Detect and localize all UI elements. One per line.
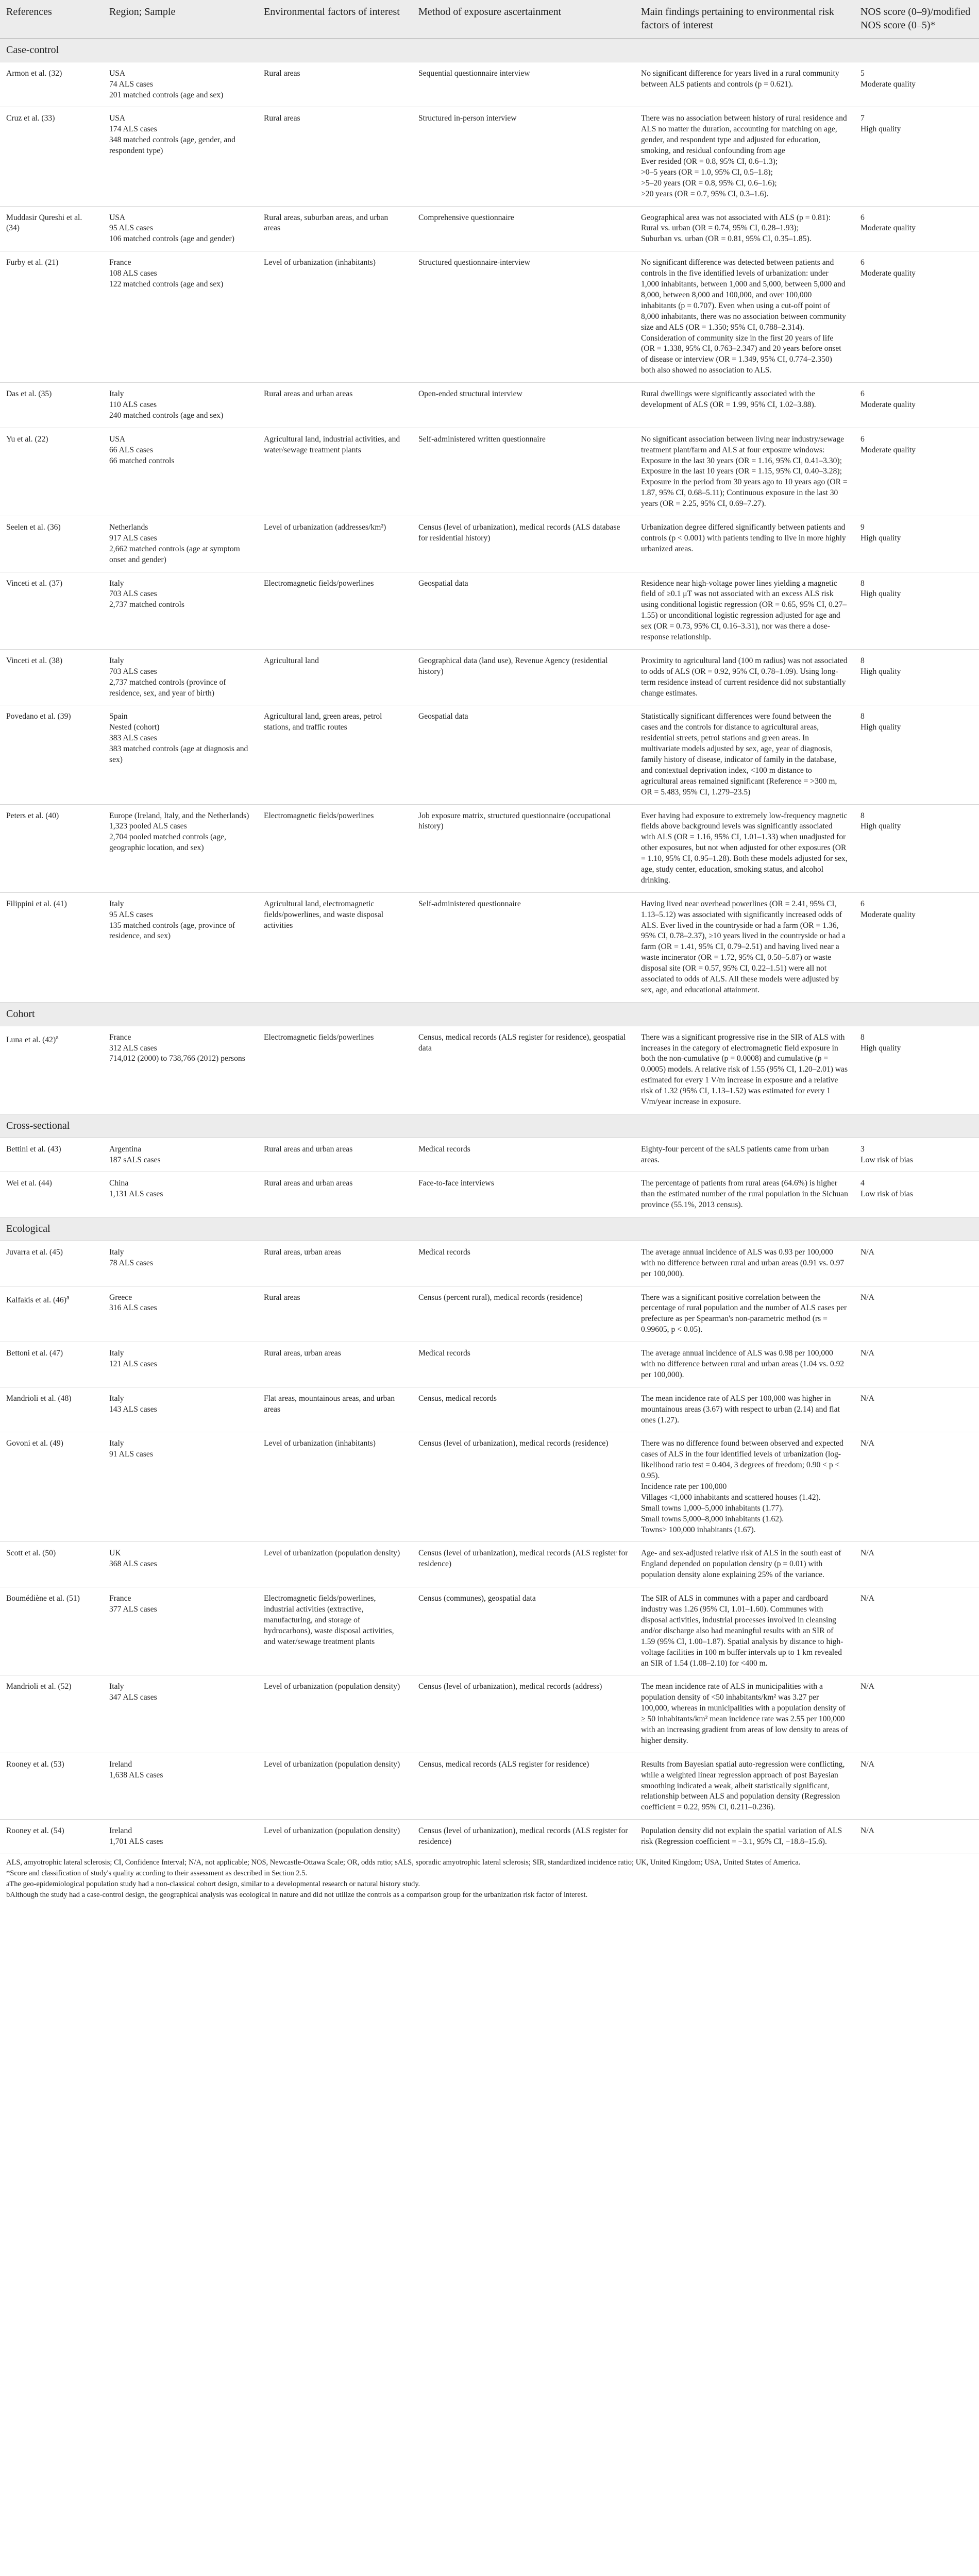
nos-score-cell: 6 Moderate quality: [854, 428, 979, 516]
environmental-factor-cell: Level of urbanization (inhabitants): [258, 251, 412, 383]
citation-link[interactable]: (39): [57, 712, 71, 721]
reference-author: Muddasir Qureshi et al.: [6, 213, 82, 222]
citation-link[interactable]: (44): [38, 1179, 52, 1188]
reference-author: Vinceti et al.: [6, 656, 47, 665]
section-row: [0, 1217, 979, 1241]
table-row: [0, 1172, 979, 1217]
nos-score-cell: 6 Moderate quality: [854, 383, 979, 428]
method-cell: Medical records: [412, 1138, 635, 1172]
citation-link[interactable]: (40): [45, 811, 59, 820]
method-cell: Medical records: [412, 1342, 635, 1387]
environmental-factor-cell: Rural areas and urban areas: [258, 383, 412, 428]
nos-score-cell: 8 High quality: [854, 705, 979, 804]
citation-link[interactable]: (46): [53, 1295, 66, 1304]
region-sample-cell: Europe (Ireland, Italy, and the Netherlands) 1,323 pooled ALS cases 2,704 pooled matched controls (age, geographic location, and sex): [103, 804, 258, 892]
findings-cell: Geographical area was not associated with ALS (p = 0.81): Rural vs. urban (OR = 0.74, 95% CI, 0.28–1.93); Suburban vs. urban (OR = 0.81, 95% CI, 0.35–1.85).: [635, 206, 854, 251]
nos-score-cell: 5 Moderate quality: [854, 62, 979, 107]
method-cell: Census (level of urbanization), medical records (ALS database for residential history): [412, 516, 635, 572]
findings-cell: Eighty-four percent of the sALS patients came from urban areas.: [635, 1138, 854, 1172]
region-sample-cell: Italy 91 ALS cases: [103, 1432, 258, 1542]
nos-score-cell: 6 Moderate quality: [854, 251, 979, 383]
method-cell: Census (level of urbanization), medical records (address): [412, 1675, 635, 1753]
reference-author: Cruz et al.: [6, 114, 40, 123]
reference-cell: [0, 1172, 103, 1217]
reference-cell: [0, 705, 103, 804]
region-sample-cell: Netherlands 917 ALS cases 2,662 matched controls (age at symptom onset and gender): [103, 516, 258, 572]
reference-footnote-marker: a: [56, 1032, 59, 1041]
reference-cell: [0, 107, 103, 206]
table-row: [0, 1342, 979, 1387]
header-region-sample: Region; Sample: [103, 0, 258, 39]
reference-author: Bettoni et al.: [6, 1349, 48, 1358]
reference-cell: [0, 62, 103, 107]
nos-score-cell: N/A: [854, 1675, 979, 1753]
citation-link[interactable]: (54): [50, 1826, 64, 1836]
reference-author: Bettini et al.: [6, 1144, 46, 1154]
region-sample-cell: USA 95 ALS cases 106 matched controls (age and gender): [103, 206, 258, 251]
section-row: [0, 1114, 979, 1138]
findings-cell: Rural dwellings were significantly associated with the development of ALS (OR = 1.99, 95% CI, 1.02–3.88).: [635, 383, 854, 428]
table-row: [0, 1387, 979, 1432]
table-body: [0, 39, 979, 1854]
citation-link[interactable]: (37): [49, 579, 63, 588]
footnote-score: *Score and classification of study's quality according to their assessment as described in Section 2.5.: [6, 1869, 308, 1877]
findings-cell: Age- and sex-adjusted relative risk of ALS in the south east of England depended on population density (p = 0.01) with population density alone explaining 25% of the variance.: [635, 1542, 854, 1587]
reference-cell: [0, 1241, 103, 1286]
reference-author: Luna et al.: [6, 1035, 41, 1044]
method-cell: Census, medical records (ALS register for residence): [412, 1753, 635, 1819]
citation-link[interactable]: (21): [45, 258, 59, 267]
citation-link[interactable]: (52): [58, 1682, 72, 1691]
header-nos-score: NOS score (0–9)/modified NOS score (0–5)*: [854, 0, 979, 39]
method-cell: Structured in-person interview: [412, 107, 635, 206]
reference-cell: [0, 804, 103, 892]
table-row: [0, 428, 979, 516]
citation-link[interactable]: (32): [48, 69, 62, 78]
citation-link[interactable]: (33): [41, 114, 55, 123]
region-sample-cell: Greece 316 ALS cases: [103, 1286, 258, 1342]
nos-score-cell: 8 High quality: [854, 649, 979, 705]
reference-cell: [0, 572, 103, 649]
reference-cell: [0, 1387, 103, 1432]
region-sample-cell: Italy 121 ALS cases: [103, 1342, 258, 1387]
citation-link[interactable]: (35): [38, 389, 52, 399]
reference-author: Kalfakis et al.: [6, 1295, 52, 1304]
section-row: [0, 39, 979, 62]
reference-cell: [0, 1342, 103, 1387]
region-sample-cell: Argentina 187 sALS cases: [103, 1138, 258, 1172]
findings-cell: There was a significant positive correlation between the percentage of rural population and the number of ALS cases per prefecture as per Spearman's non-parametric method (rs = 0.99605, p < 0.05).: [635, 1286, 854, 1342]
table-row: [0, 1138, 979, 1172]
reference-author: Furby et al.: [6, 258, 43, 267]
table-row: [0, 1432, 979, 1542]
method-cell: Comprehensive questionnaire: [412, 206, 635, 251]
findings-cell: The percentage of patients from rural areas (64.6%) is higher than the estimated number of the rural population in the Sichuan province (55.1%, 2013 census).: [635, 1172, 854, 1217]
table-row: [0, 705, 979, 804]
citation-link[interactable]: (42): [42, 1035, 56, 1044]
citation-link[interactable]: (53): [50, 1759, 64, 1769]
table-row: [0, 1241, 979, 1286]
reference-author: Mandrioli et al.: [6, 1682, 56, 1691]
reference-cell: [0, 1820, 103, 1854]
citation-link[interactable]: (36): [47, 522, 61, 532]
reference-author: Povedano et al.: [6, 712, 56, 721]
citation-link[interactable]: (43): [47, 1144, 61, 1154]
reference-cell: [0, 1587, 103, 1675]
environmental-factor-cell: Rural areas and urban areas: [258, 1172, 412, 1217]
region-sample-cell: France 377 ALS cases: [103, 1587, 258, 1675]
nos-score-cell: N/A: [854, 1753, 979, 1819]
reference-author: Filippini et al.: [6, 899, 52, 908]
findings-cell: No significant association between living near industry/sewage treatment plant/farm and ALS at four exposure windows: Exposure in the last 30 years (OR = 1.16, 95% CI, 0.41–3.30); Exposure in the last 10 years (OR = 1.15, 95% CI, 0.40–3.28); Exposure in the period from 30 years ago to 10 years ago (OR = 1.87, 95% CI, 0.68–5.11); Continuous exposure in the last 30 years (OR = 2.25, 95% CI, 0.69–7.27).: [635, 428, 854, 516]
findings-cell: The average annual incidence of ALS was 0.93 per 100,000 with no difference between rural and urban areas (0.91 vs. 0.97 per 100,000).: [635, 1241, 854, 1286]
nos-score-cell: N/A: [854, 1432, 979, 1542]
nos-score-cell: N/A: [854, 1342, 979, 1387]
method-cell: Medical records: [412, 1241, 635, 1286]
table-row: [0, 1542, 979, 1587]
environmental-factor-cell: Agricultural land: [258, 649, 412, 705]
reference-author: Rooney et al.: [6, 1759, 49, 1769]
region-sample-cell: Ireland 1,701 ALS cases: [103, 1820, 258, 1854]
environmental-factor-cell: Rural areas, urban areas: [258, 1241, 412, 1286]
reference-cell: [0, 1753, 103, 1819]
reference-cell: [0, 206, 103, 251]
nos-score-cell: 7 High quality: [854, 107, 979, 206]
environmental-factor-cell: Electromagnetic fields/powerlines, industrial activities (extractive, manufacturing, and storage of hydrocarbons), waste disposal activities, and water/sewage treatment plants: [258, 1587, 412, 1675]
nos-score-cell: N/A: [854, 1587, 979, 1675]
findings-cell: There was a significant progressive rise in the SIR of ALS with increases in the category of electromagnetic field exposure in both the non-cumulative (p = 0.0008) and cumulative (p = 0.0005) models. A relative risk of 1.55 (95% CI, 1.20–2.01) was estimated for every 1 V/m increase in exposure and a relative risk of 1.32 (95% CI, 1.13–1.52) was estimated for every 1 V/m/year increase in exposure.: [635, 1026, 854, 1114]
reference-cell: [0, 1026, 103, 1114]
method-cell: Geospatial data: [412, 705, 635, 804]
environmental-factor-cell: Electromagnetic fields/powerlines: [258, 572, 412, 649]
nos-score-cell: 4 Low risk of bias: [854, 1172, 979, 1217]
section-title: Cross-sectional: [0, 1114, 979, 1138]
reference-cell: [0, 428, 103, 516]
footnote-b: bAlthough the study had a case-control design, the geographical analysis was ecological in nature and did not utilize the controls as a comparison group for the urbanization risk factor of interest.: [6, 1891, 588, 1900]
nos-score-cell: 3 Low risk of bias: [854, 1138, 979, 1172]
method-cell: Sequential questionnaire interview: [412, 62, 635, 107]
findings-cell: The mean incidence rate of ALS in municipalities with a population density of <50 inhabitants/km² was 3.27 per 100,000, whereas in municipalities with a population density of ≥ 50 inhabitants/km² mean incidence rate was 2.55 per 100,000 with an increasing gradient from areas of low density to areas of higher density.: [635, 1675, 854, 1753]
region-sample-cell: Spain Nested (cohort) 383 ALS cases 383 matched controls (age at diagnosis and sex): [103, 705, 258, 804]
nos-score-cell: 6 Moderate quality: [854, 206, 979, 251]
region-sample-cell: Italy 95 ALS cases 135 matched controls (age, province of residence, and sex): [103, 892, 258, 1002]
section-title: Cohort: [0, 1002, 979, 1026]
nos-score-cell: N/A: [854, 1542, 979, 1587]
reference-author: Scott et al.: [6, 1549, 41, 1558]
table-row: [0, 62, 979, 107]
reference-author: Rooney et al.: [6, 1826, 49, 1836]
table-row: [0, 107, 979, 206]
reference-author: Boumédiène et al.: [6, 1594, 65, 1603]
method-cell: Structured questionnaire-interview: [412, 251, 635, 383]
table-row: [0, 383, 979, 428]
table-row: [0, 804, 979, 892]
region-sample-cell: Italy 347 ALS cases: [103, 1675, 258, 1753]
findings-cell: Statistically significant differences were found between the cases and the controls for distance to agricultural areas, residential streets, petrol stations and green areas. In multivariate models adjusted by sex, age, year of diagnosis, family history of disease, indicator of family in the database, and contextual deprivation index, <100 m distance to agricultural areas remained significant (Reference = >300 m, OR = 5.483, 95% CI, 1.279–23.5): [635, 705, 854, 804]
nos-score-cell: N/A: [854, 1286, 979, 1342]
region-sample-cell: USA 74 ALS cases 201 matched controls (age and sex): [103, 62, 258, 107]
citation-link[interactable]: (49): [49, 1439, 63, 1448]
method-cell: Census, medical records (ALS register for residence), geospatial data: [412, 1026, 635, 1114]
citation-link[interactable]: (47): [49, 1349, 63, 1358]
table-row: [0, 649, 979, 705]
citation-link[interactable]: (41): [53, 899, 67, 908]
citation-link[interactable]: (48): [58, 1394, 72, 1403]
citation-link[interactable]: (38): [49, 656, 63, 665]
reference-author: Wei et al.: [6, 1179, 37, 1188]
citation-link[interactable]: (22): [35, 434, 48, 444]
table-row: [0, 1753, 979, 1819]
reference-author: Peters et al.: [6, 811, 44, 820]
header-environmental-factors: Environmental factors of interest: [258, 0, 412, 39]
findings-cell: The mean incidence rate of ALS per 100,000 was higher in mountainous areas (3.67) with respect to urban (2.14) and flat ones (1.27).: [635, 1387, 854, 1432]
method-cell: Geospatial data: [412, 572, 635, 649]
reference-author: Armon et al.: [6, 69, 47, 78]
region-sample-cell: France 108 ALS cases 122 matched controls (age and sex): [103, 251, 258, 383]
method-cell: Job exposure matrix, structured questionnaire (occupational history): [412, 804, 635, 892]
nos-score-cell: N/A: [854, 1387, 979, 1432]
region-sample-cell: Ireland 1,638 ALS cases: [103, 1753, 258, 1819]
environmental-factor-cell: Electromagnetic fields/powerlines: [258, 804, 412, 892]
table-row: [0, 1675, 979, 1753]
region-sample-cell: UK 368 ALS cases: [103, 1542, 258, 1587]
findings-cell: No significant difference for years lived in a rural community between ALS patients and controls (p = 0.621).: [635, 62, 854, 107]
reference-author: Das et al.: [6, 389, 37, 399]
environmental-factor-cell: Rural areas, suburban areas, and urban areas: [258, 206, 412, 251]
region-sample-cell: USA 66 ALS cases 66 matched controls: [103, 428, 258, 516]
environmental-factor-cell: Level of urbanization (addresses/km²): [258, 516, 412, 572]
reference-cell: [0, 649, 103, 705]
footnote-abbreviations: ALS, amyotrophic lateral sclerosis; CI, Confidence Interval; N/A, not applicable; NOS, Newcastle-Ottawa Scale; OR, odds ratio; sALS, sporadic amyotrophic lateral sclerosis; SIR, standardized incidence ratio; UK, United Kingdom; USA, United States of America.: [6, 1858, 801, 1867]
reference-author: Seelen et al.: [6, 522, 45, 532]
header-references: References: [0, 0, 103, 39]
environmental-factor-cell: Level of urbanization (inhabitants): [258, 1432, 412, 1542]
reference-cell: [0, 1138, 103, 1172]
region-sample-cell: Italy 703 ALS cases 2,737 matched controls (province of residence, sex, and year of birth): [103, 649, 258, 705]
citation-link[interactable]: (45): [49, 1247, 63, 1257]
table-row: [0, 572, 979, 649]
method-cell: Face-to-face interviews: [412, 1172, 635, 1217]
environmental-factor-cell: Flat areas, mountainous areas, and urban areas: [258, 1387, 412, 1432]
nos-score-cell: 6 Moderate quality: [854, 892, 979, 1002]
table-row: [0, 251, 979, 383]
nos-score-cell: N/A: [854, 1820, 979, 1854]
findings-cell: The SIR of ALS in communes with a paper and cardboard industry was 1.26 (95% CI, 1.01–1.60). Communes with disposal activities, industrial processes involved in cleansing and/or discharge also had meaningful results with an SIR of 1.59 (95% CI, 1.00–1.87). Spatial analysis by distance to high-voltage facilities in 100 m buffer intervals up to 1 km revealed an SIR of 1.54 (1.08–2.10) for <400 m.: [635, 1587, 854, 1675]
region-sample-cell: Italy 143 ALS cases: [103, 1387, 258, 1432]
table-row: [0, 1026, 979, 1114]
table-row: [0, 1820, 979, 1854]
reference-cell: [0, 1432, 103, 1542]
environmental-factor-cell: Rural areas and urban areas: [258, 1138, 412, 1172]
reference-author: Govoni et al.: [6, 1439, 48, 1448]
reference-author: Yu et al.: [6, 434, 33, 444]
method-cell: Census (communes), geospatial data: [412, 1587, 635, 1675]
citation-link[interactable]: (50): [42, 1549, 56, 1558]
environmental-factor-cell: Level of urbanization (population density): [258, 1675, 412, 1753]
environmental-factor-cell: Rural areas: [258, 1286, 412, 1342]
environmental-factor-cell: Level of urbanization (population density): [258, 1820, 412, 1854]
findings-cell: There was no association between history of rural residence and ALS no matter the duration, accounting for matching on age, gender, and respondent type and adjusted for education, smoking, and residual confounding from age Ever resided (OR = 0.8, 95% CI, 0.6–1.3); >0–5 years (OR = 1.0, 95% CI, 0.5–1.8); >5–20 years (OR = 0.8, 95% CI, 0.6–1.6); >20 years (OR = 0.7, 95% CI, 0.3–1.6).: [635, 107, 854, 206]
region-sample-cell: USA 174 ALS cases 348 matched controls (age, gender, and respondent type): [103, 107, 258, 206]
reference-cell: [0, 1286, 103, 1342]
section-title: Case-control: [0, 39, 979, 62]
table-row: [0, 1587, 979, 1675]
findings-cell: There was no difference found between observed and expected cases of ALS in the four identified levels of urbanization (log-likelihood ratio test = 0.404, 3 degrees of freedom; 0.90 < p < 0.95). Incidence rate per 100,000 Villages <1,000 inhabitants and scattered houses (1.42). Small towns 1,000–5,000 inhabitants (1.77). Small towns 5,000–8,000 inhabitants (1.62). Towns> 100,000 inhabitants (1.67).: [635, 1432, 854, 1542]
method-cell: Self-administered written questionnaire: [412, 428, 635, 516]
environmental-factor-cell: Rural areas: [258, 107, 412, 206]
method-cell: Census (level of urbanization), medical records (residence): [412, 1432, 635, 1542]
reference-cell: [0, 892, 103, 1002]
environmental-factor-cell: Agricultural land, green areas, petrol stations, and traffic routes: [258, 705, 412, 804]
region-sample-cell: Italy 110 ALS cases 240 matched controls (age and sex): [103, 383, 258, 428]
findings-cell: Residence near high-voltage power lines yielding a magnetic field of ≥0.1 μT was not associated with an excess ALS risk using conditional logistic regression (OR = 0.65, 95% CI, 0.27–1.55) or unconditional logistic regression adjusted for age and sex (OR = 0.73, 95% CI, 0.16–3.31), nor was there a dose-response relationship.: [635, 572, 854, 649]
reference-author: Mandrioli et al.: [6, 1394, 56, 1403]
footnote-a: aThe geo-epidemiological population study had a non-classical cohort design, similar to a developmental research or natural history study.: [6, 1880, 420, 1888]
nos-score-cell: 8 High quality: [854, 1026, 979, 1114]
table-row: [0, 1286, 979, 1342]
table-footnotes: [0, 1854, 979, 1901]
findings-cell: Proximity to agricultural land (100 m radius) was not associated to odds of ALS (OR = 0.92, 95% CI, 0.78–1.09). Using long-term residence instead of current residence did not substantially change estimates.: [635, 649, 854, 705]
reference-footnote-marker: a: [66, 1293, 70, 1301]
method-cell: Census (level of urbanization), medical records (ALS register for residence): [412, 1542, 635, 1587]
method-cell: Open-ended structural interview: [412, 383, 635, 428]
region-sample-cell: Italy 703 ALS cases 2,737 matched controls: [103, 572, 258, 649]
findings-cell: Having lived near overhead powerlines (OR = 2.41, 95% CI, 1.13–5.12) was associated with significantly increased odds of ALS. Ever lived in the countryside or had a farm (OR = 1.36, 95% CI, 0.78–2.37), ≥10 years lived in the countryside or had a farm (OR = 1.41, 95% CI, 0.79–2.51) and having lived near a waste incinerator (OR = 1.72, 95% CI, 0.50–5.87) or waste disposal site (OR = 0.57, 95% CI, 0.22–1.51) were all not associated to odds of ALS. All these models were adjusted by sex, age, and educational attainment.: [635, 892, 854, 1002]
method-cell: Census (percent rural), medical records (residence): [412, 1286, 635, 1342]
method-cell: Geographical data (land use), Revenue Agency (residential history): [412, 649, 635, 705]
table-header: [0, 0, 979, 39]
environmental-factor-cell: Rural areas: [258, 62, 412, 107]
environmental-factor-cell: Rural areas, urban areas: [258, 1342, 412, 1387]
reference-cell: [0, 383, 103, 428]
environmental-factor-cell: Agricultural land, industrial activities, and water/sewage treatment plants: [258, 428, 412, 516]
nos-score-cell: 8 High quality: [854, 804, 979, 892]
findings-cell: The average annual incidence of ALS was 0.98 per 100,000 with no difference between rural and urban areas (1.04 vs. 0.92 per 100,000).: [635, 1342, 854, 1387]
findings-cell: Urbanization degree differed significantly between patients and controls (p < 0.001) with patients tending to live in more highly urbanized areas.: [635, 516, 854, 572]
nos-score-cell: 9 High quality: [854, 516, 979, 572]
findings-cell: No significant difference was detected between patients and controls in the five identified levels of urbanization: under 1,000 inhabitants, between 1,000 and 5,000, between 5,000 and 8,000, between 8,000 and 100,000, and over 100,000 inhabitants (p = 0.707). Even when using a cut-off point of 8,000 inhabitants, there was no association between community size and ALS (OR = 1.350; 95% CI, 0.788–2.314). Consideration of community size in the first 20 years of life (OR = 1.338, 95% CI, 0.763–2.347) and 20 years before onset of disease or interview (OR = 1.349, 95% CI, 0.774–2.350) both also showed no association to ALS.: [635, 251, 854, 383]
nos-score-cell: N/A: [854, 1241, 979, 1286]
region-sample-cell: Italy 78 ALS cases: [103, 1241, 258, 1286]
environmental-factor-cell: Agricultural land, electromagnetic fields/powerlines, and waste disposal activities: [258, 892, 412, 1002]
region-sample-cell: China 1,131 ALS cases: [103, 1172, 258, 1217]
reference-author: Vinceti et al.: [6, 579, 47, 588]
citation-link[interactable]: (51): [66, 1594, 80, 1603]
section-row: [0, 1002, 979, 1026]
findings-cell: Ever having had exposure to extremely low-frequency magnetic fields above background levels was significantly associated with ALS (OR = 1.16, 95% CI, 1.01–1.33) when unadjusted for other exposures, but not when adjusted for other exposures (OR = 1.10, 95% CI, 0.95–1.28). Both these models adjusted for sex, age, study center, education, smoking status, and alcohol drinking.: [635, 804, 854, 892]
region-sample-cell: France 312 ALS cases 714,012 (2000) to 738,766 (2012) persons: [103, 1026, 258, 1114]
method-cell: Census, medical records: [412, 1387, 635, 1432]
environmental-factor-cell: Level of urbanization (population density): [258, 1753, 412, 1819]
table-row: [0, 516, 979, 572]
reference-cell: [0, 251, 103, 383]
findings-cell: Results from Bayesian spatial auto-regression were conflicting, while a weighted linear regression approach of post Bayesian smoothing indicated a weak, albeit statistically significant, relationship between ALS and population density (Regression coefficient = 0.22, 95% CI, 0.211–0.236).: [635, 1753, 854, 1819]
table-row: [0, 206, 979, 251]
method-cell: Census (level of urbanization), medical records (ALS register for residence): [412, 1820, 635, 1854]
findings-cell: Population density did not explain the spatial variation of ALS risk (Regression coefficient = −3.1, 95% CI, −18.8–15.6).: [635, 1820, 854, 1854]
reference-cell: [0, 1542, 103, 1587]
citation-link[interactable]: (34): [6, 224, 20, 233]
environmental-factor-cell: Electromagnetic fields/powerlines: [258, 1026, 412, 1114]
header-main-findings: Main findings pertaining to environmental risk factors of interest: [635, 0, 854, 39]
table-row: [0, 892, 979, 1002]
header-method: Method of exposure ascertainment: [412, 0, 635, 39]
environmental-factor-cell: Level of urbanization (population density): [258, 1542, 412, 1587]
reference-cell: [0, 516, 103, 572]
method-cell: Self-administered questionnaire: [412, 892, 635, 1002]
reference-author: Juvarra et al.: [6, 1247, 48, 1257]
reference-cell: [0, 1675, 103, 1753]
section-title: Ecological: [0, 1217, 979, 1241]
nos-score-cell: 8 High quality: [854, 572, 979, 649]
